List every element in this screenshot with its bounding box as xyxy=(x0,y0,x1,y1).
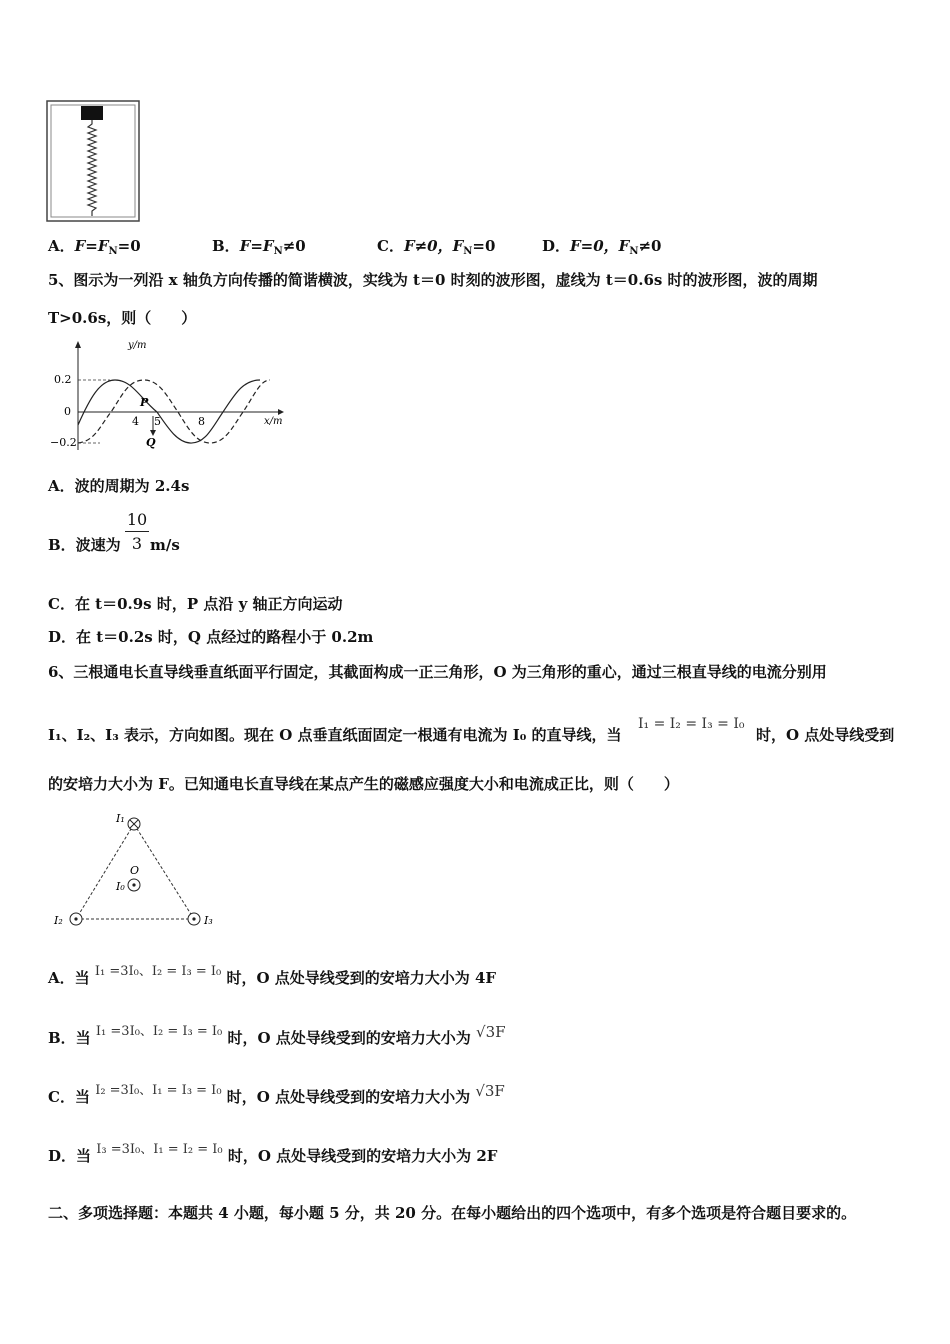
y-tick-02: 0.2 xyxy=(54,373,72,386)
q5-stem-line2: T>0.6s，则（ ） xyxy=(48,309,197,327)
q5-option-d: D．在 t＝0.2s 时，Q 点经过的路程小于 0.2m xyxy=(48,628,374,646)
label-i1: I₁ xyxy=(116,812,125,825)
label-i2: I₂ xyxy=(54,914,63,927)
q6-option-b: B．当 I₁ =3I₀、I₂ = I₃ = I₀ 时，O 点处导线受到的安培力大小为 √3F xyxy=(48,1023,506,1047)
q6-triangle-figure xyxy=(46,808,226,936)
q5-option-b-fraction xyxy=(124,510,150,553)
q6-option-c: C．当 I₂ =3I₀、I₁ = I₃ = I₀ 时，O 点处导线受到的安培力大小为 √3F xyxy=(48,1082,505,1106)
y-tick-0: 0 xyxy=(64,405,71,418)
q5-option-b xyxy=(48,535,121,555)
q6-option-b-math: I₁ =3I₀、I₂ = I₃ = I₀ xyxy=(95,1024,223,1039)
q4-option-c: C．F≠0，$F_N=0$ xyxy=(377,237,496,257)
y-tick-neg02: −0.2 xyxy=(50,436,77,449)
x-axis-label: x/m xyxy=(264,416,283,427)
label-i0: I₀ xyxy=(116,880,125,893)
q6-stem-line3: 的安培力大小为 F。已知通电长直导线在某点产生的磁感应强度大小和电流成正比，则（ ） xyxy=(48,775,679,793)
q6-option-d-math: I₃ =3I₀、I₁ = I₂ = I₀ xyxy=(96,1142,223,1157)
triangle-svg xyxy=(46,808,226,936)
q5-option-b-prefix: B．波速为 xyxy=(48,536,121,554)
q5-option-a: A．波的周期为 2.4s xyxy=(48,477,190,495)
q5-stem-line1: 5、图示为一列沿 x 轴负方向传播的简谐横波，实线为 t＝0 时刻的波形图，虚线为 t＝0.6s 时的波形图，波的周期 xyxy=(48,271,818,289)
q6-stem-line2b: 时，O 点处导线受到 xyxy=(756,726,895,744)
point-q-label: Q xyxy=(146,436,156,449)
label-i3: I₃ xyxy=(204,914,213,927)
point-p-label: P xyxy=(140,396,149,409)
q4-option-d: D．F=0，$F_N\ne 0$ xyxy=(542,237,662,257)
q5-option-c: C．在 t＝0.9s 时，P 点沿 y 轴正方向运动 xyxy=(48,595,343,613)
x-tick-4: 4 xyxy=(132,415,139,428)
x-tick-5: 5 xyxy=(154,415,161,428)
q6-stem-line2a: I₁、I₂、I₃ 表示，方向如图。现在 O 点垂直纸面固定一根通有电流为 I₀ 的直导线，当 xyxy=(48,726,622,744)
q6-stem-line1: 6、三根通电长直导线垂直纸面平行固定，其截面构成一正三角形，O 为三角形的重心，通过三根直导线的电流分别用 xyxy=(48,663,827,681)
q6-option-c-math: I₂ =3I₀、I₁ = I₃ = I₀ xyxy=(95,1083,222,1098)
q4-option-b: B．$F=F_N\ne 0$ xyxy=(212,237,306,257)
q6-option-a-math: I₁ =3I₀、I₂ = I₃ = I₀ xyxy=(94,964,222,979)
label-o: O xyxy=(130,864,140,877)
fraction-numerator: 10 xyxy=(126,510,148,529)
q6-option-c-tail: √3F xyxy=(475,1082,505,1100)
q6-option-b-tail: √3F xyxy=(476,1023,506,1041)
q6-option-d: D．当 I₃ =3I₀、I₁ = I₂ = I₀ 时，O 点处导线受到的安培力大小为 2F xyxy=(48,1142,498,1165)
section2-heading: 二、多项选择题：本题共 4 小题，每小题 5 分，共 20 分。在每小题给出的四个选项中，有多个选项是符合题目要求的。 xyxy=(48,1204,857,1222)
spring-box-svg xyxy=(46,100,140,222)
y-axis-label: y/m xyxy=(128,340,147,351)
q5-option-b-unit: m/s xyxy=(150,536,180,554)
q6-option-a: A．当 I₁ =3I₀、I₂ = I₃ = I₀ 时，O 点处导线受到的安培力大小为 4F xyxy=(48,964,497,987)
x-tick-8: 8 xyxy=(198,415,205,428)
wave-svg xyxy=(40,338,290,458)
fraction-denominator: 3 xyxy=(131,534,143,553)
q4-option-a: A．$F=F_N=0$ xyxy=(48,237,141,257)
spring-box-figure xyxy=(46,100,140,222)
q6-stem-line2-math: I₁ = I₂ = I₃ = I₀ xyxy=(638,716,745,732)
q5-wave-graph xyxy=(40,338,290,458)
